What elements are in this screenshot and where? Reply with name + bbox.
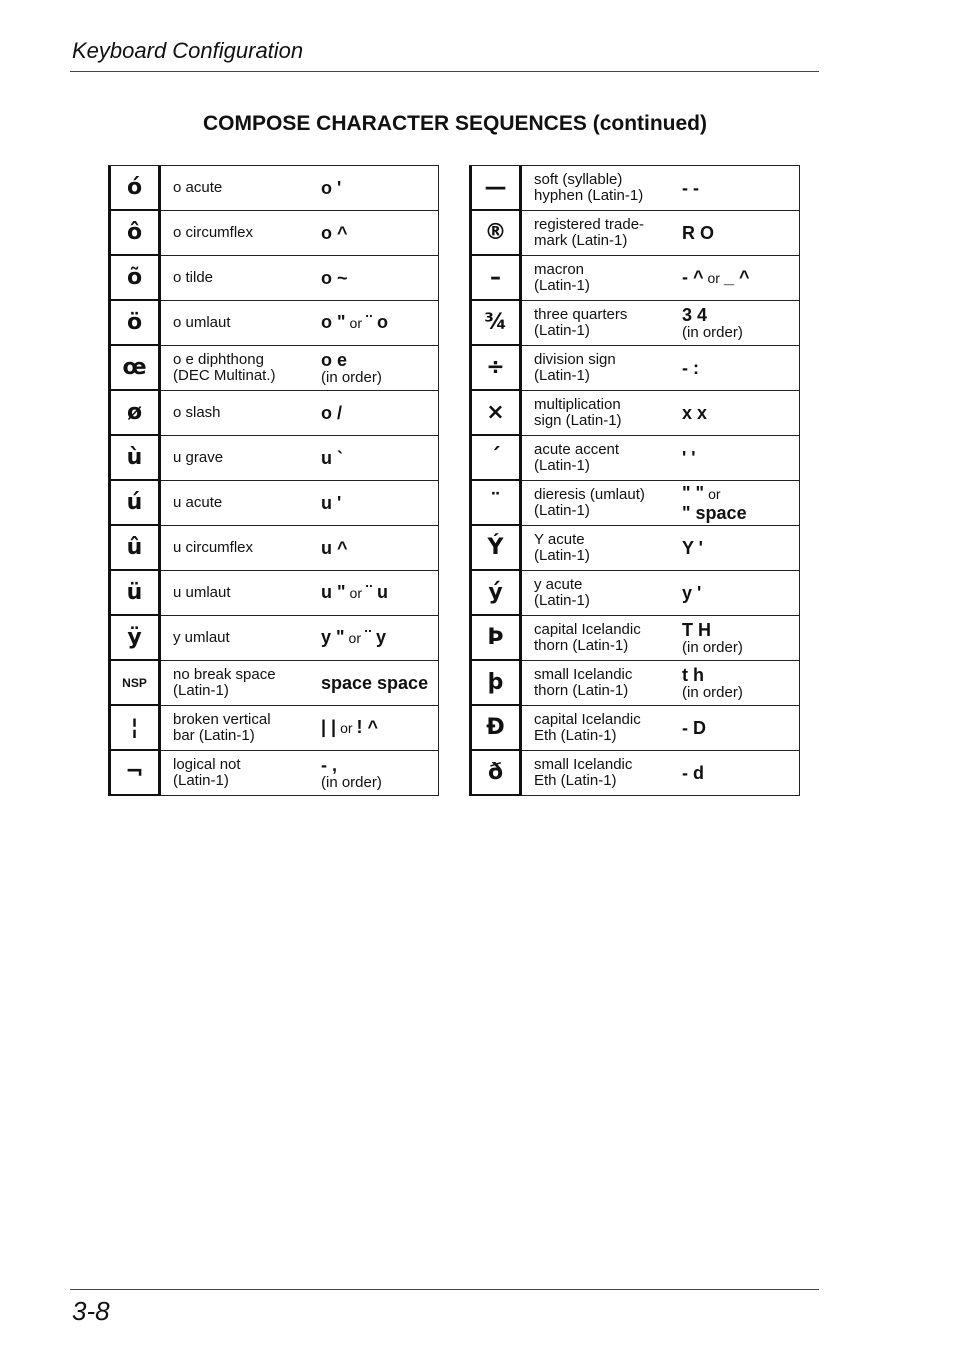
table-row [108,211,438,256]
sequence-note: (in order) [321,773,382,791]
alternate-sequence: ! ^ [356,717,379,737]
character-glyph: — [469,166,522,211]
character-description: macron (Latin-1) [534,261,590,294]
table-row [469,436,799,481]
alternate-sequence: " space [682,502,747,523]
primary-sequence: o e [321,349,348,370]
character-description: y acute (Latin-1) [534,576,590,609]
key-sequence-cell [672,616,799,660]
character-glyph: ¦ [108,706,161,751]
character-glyph: ú [108,481,161,526]
key-sequence [682,764,799,783]
primary-sequence: " " [682,482,705,503]
table-row [108,256,438,301]
character-glyph: û [108,526,161,571]
key-sequence-cell [672,256,799,300]
key-sequence [682,359,799,378]
primary-sequence: o ^ [321,222,348,243]
primary-sequence: - - [682,177,699,198]
key-sequence [321,351,438,370]
character-description: o acute [173,179,223,196]
key-sequence [682,719,799,738]
table-row [108,751,438,796]
key-sequence-cell [311,211,438,255]
table-row [469,616,799,661]
character-description: registered trade- mark (Latin-1) [534,216,645,249]
or-separator: or [708,485,721,502]
character-description: o umlaut [173,314,231,331]
table-row [108,706,438,751]
key-sequence [682,306,799,325]
sequence-note: (in order) [321,368,382,386]
key-sequence-cell [672,481,799,525]
key-sequence-cell [311,391,438,435]
character-glyph: þ [469,661,522,706]
key-sequence-cell [311,166,438,210]
primary-sequence: T H [682,619,711,640]
character-description: small Icelandic thorn (Latin-1) [534,666,633,699]
key-sequence-cell [672,661,799,705]
left-compose-table [108,165,439,796]
primary-sequence: o ~ [321,267,348,288]
alternate-sequence: ¨ y [365,627,387,647]
key-sequence [321,539,438,558]
character-glyph: ó [108,166,161,211]
character-glyph: Ð [469,706,522,751]
key-sequence [682,484,799,504]
alternate-sequence: _ ^ [723,267,750,287]
key-sequence [682,621,799,640]
character-description: division sign (Latin-1) [534,351,616,384]
key-sequence-cell [672,571,799,615]
primary-sequence: | | [321,717,337,737]
character-glyph: ô [108,211,161,256]
table-row [469,301,799,346]
primary-sequence: u ^ [321,537,348,558]
primary-sequence: u ` [321,447,343,468]
key-sequence [321,313,438,333]
table-row [469,256,799,301]
key-sequence [321,224,438,243]
table-row [469,211,799,256]
key-sequence-cell [672,526,799,570]
primary-sequence: ' ' [682,447,696,468]
primary-sequence: u " [321,582,346,602]
primary-sequence: space space [321,672,429,693]
key-sequence [321,674,438,693]
primary-sequence: Y ' [682,537,703,558]
character-description: u umlaut [173,584,231,601]
character-glyph: ¾ [469,301,522,346]
primary-sequence: - , [321,754,337,775]
key-sequence [682,268,799,288]
sequence-note: (in order) [682,323,743,341]
or-separator: or [348,630,361,646]
table-row [469,661,799,706]
character-glyph: Þ [469,616,522,661]
primary-sequence: o ' [321,177,342,198]
running-header-title: Keyboard Configuration [72,38,304,63]
or-separator: or [349,315,362,331]
key-sequence-cell [311,526,438,570]
primary-sequence: o " [321,312,346,332]
key-sequence [321,718,438,738]
table-row [469,706,799,751]
table-row [108,481,438,526]
table-row [108,526,438,571]
table-row [469,526,799,571]
key-sequence [682,539,799,558]
character-glyph: ö [108,301,161,346]
table-row [108,301,438,346]
key-sequence-cell [672,751,799,795]
table-row [108,571,438,616]
page-number: 3-8 [72,1296,110,1326]
table-row [469,166,799,211]
key-sequence [682,404,799,423]
or-separator: or [340,720,353,736]
primary-sequence: - : [682,357,699,378]
key-sequence-cell [311,706,438,750]
primary-sequence: t h [682,664,704,685]
table-row [108,436,438,481]
character-description: y umlaut [173,629,230,646]
key-sequence [321,404,438,423]
key-sequence-cell [311,661,438,705]
key-sequence-cell [311,571,438,615]
sequence-note: (in order) [682,683,743,701]
character-glyph: ð [469,751,522,796]
key-sequence-cell [311,256,438,300]
key-sequence-cell [672,346,799,390]
key-sequence-cell [311,346,438,390]
table-row [469,391,799,436]
key-sequence [682,666,799,685]
character-description: u circumflex [173,539,254,556]
key-sequence [321,449,438,468]
or-separator: or [707,270,720,286]
key-sequence [682,449,799,468]
character-glyph: Ý [469,526,522,571]
character-glyph: ÿ [108,616,161,661]
alternate-sequence: ¨ o [365,312,388,332]
right-compose-table [469,165,800,796]
table-row [469,346,799,391]
primary-sequence: u ' [321,492,342,513]
key-sequence [321,494,438,513]
key-sequence [321,583,438,603]
primary-sequence: x x [682,402,708,423]
key-sequence [321,628,438,648]
key-sequence-cell [672,166,799,210]
header-divider [70,71,819,72]
character-glyph: ® [469,211,522,256]
key-sequence-cell [311,751,438,795]
character-glyph: × [469,391,522,436]
primary-sequence: y " [321,627,345,647]
primary-sequence: - D [682,717,706,738]
alternate-sequence: ¨ u [365,582,388,602]
character-description: small Icelandic Eth (Latin-1) [534,756,633,789]
character-glyph: ¬ [108,751,161,796]
key-sequence [321,179,438,198]
character-description: u acute [173,494,223,511]
table-row [469,571,799,616]
key-sequence [682,584,799,603]
character-glyph: ý [469,571,522,616]
character-glyph: ´ [469,436,522,481]
character-description: u grave [173,449,224,466]
character-glyph: ù [108,436,161,481]
table-row [469,481,799,526]
character-description: dieresis (umlaut) (Latin-1) [534,486,645,519]
character-glyph: ¨ [469,481,522,526]
character-description: broken vertical bar (Latin-1) [173,711,271,744]
key-sequence-cell [672,301,799,345]
character-description: multiplication sign (Latin-1) [534,396,622,429]
character-description: logical not (Latin-1) [173,756,241,789]
character-glyph: õ [108,256,161,301]
primary-sequence: o / [321,402,342,423]
key-sequence-cell [311,436,438,480]
character-description: capital Icelandic Eth (Latin-1) [534,711,641,744]
or-separator: or [349,585,362,601]
character-description: no break space (Latin-1) [173,666,276,699]
character-description: o circumflex [173,224,254,241]
character-glyph: ü [108,571,161,616]
footer-divider [70,1289,819,1290]
table-row [108,616,438,661]
key-sequence-cell [311,301,438,345]
character-description: acute accent (Latin-1) [534,441,620,474]
key-sequence-cell [311,481,438,525]
character-description: three quarters (Latin-1) [534,306,628,339]
character-glyph: ÷ [469,346,522,391]
character-glyph: ø [108,391,161,436]
character-glyph: NSP [108,661,161,706]
key-sequence-cell [672,391,799,435]
key-sequence [321,269,438,288]
character-glyph: – [469,256,522,301]
key-sequence-cell [311,616,438,660]
table-row [108,346,438,391]
key-sequence [682,224,799,243]
section-title: COMPOSE CHARACTER SEQUENCES (continued) [202,112,708,135]
primary-sequence: - ^ [682,267,704,287]
character-description: o slash [173,404,221,421]
table-row [108,391,438,436]
key-sequence [321,756,438,775]
primary-sequence: y ' [682,582,702,603]
character-glyph: œ [108,346,161,391]
primary-sequence: R O [682,222,715,243]
sequence-note: (in order) [682,638,743,656]
table-row [108,166,438,211]
table-row [469,751,799,796]
key-sequence [682,179,799,198]
table-row [108,661,438,706]
character-description: Y acute (Latin-1) [534,531,590,564]
primary-sequence: 3 4 [682,304,708,325]
key-sequence-cell [672,706,799,750]
primary-sequence: - d [682,762,704,783]
key-sequence-cell [672,436,799,480]
character-description: soft (syllable) hyphen (Latin-1) [534,171,644,204]
key-sequence-cell [672,211,799,255]
character-description: capital Icelandic thorn (Latin-1) [534,621,641,654]
character-description: o tilde [173,269,214,286]
character-description: o e diphthong (DEC Multinat.) [173,351,276,384]
